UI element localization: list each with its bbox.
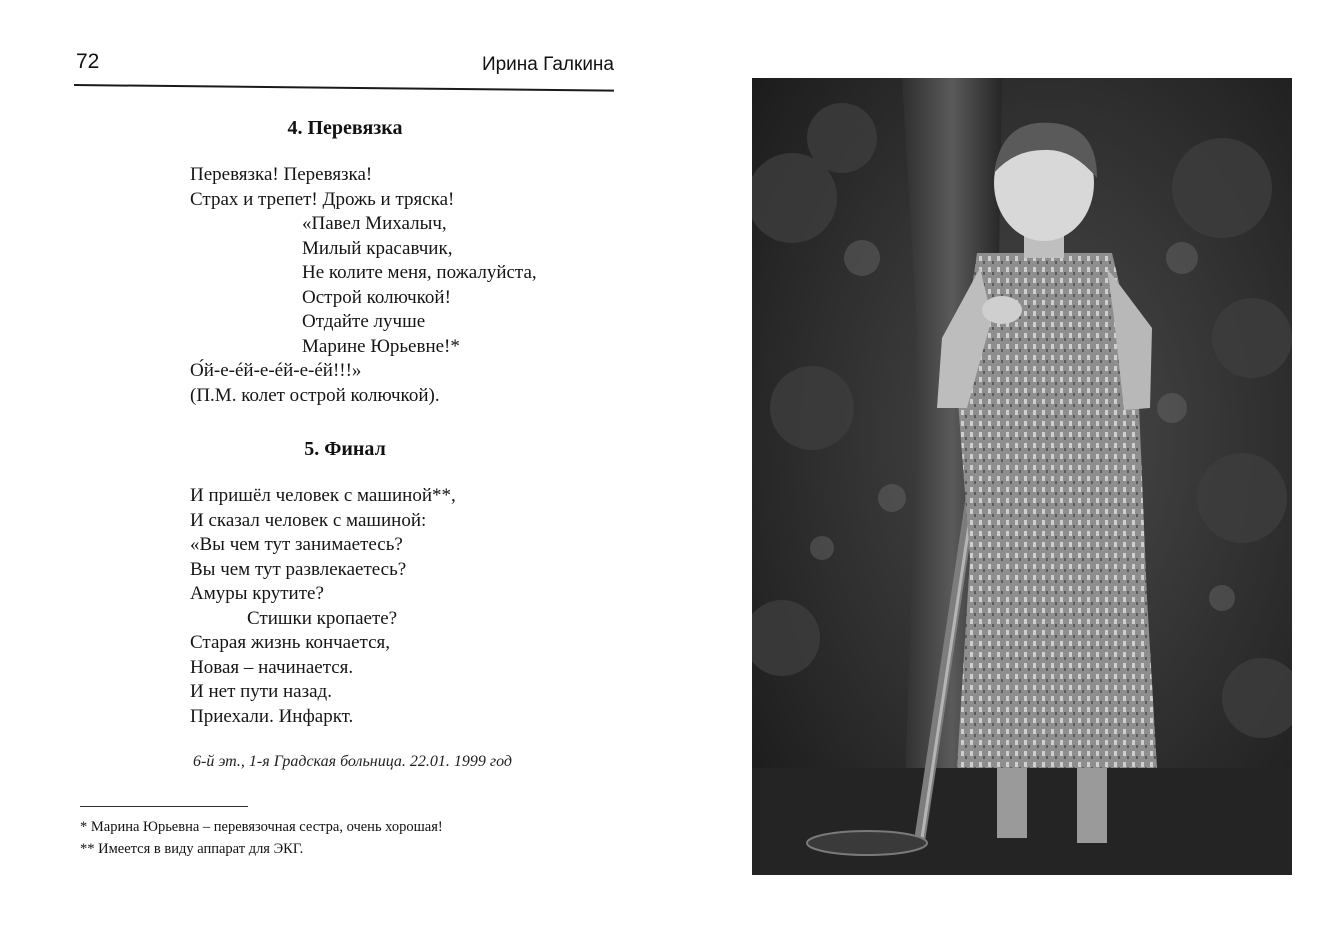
header-rule xyxy=(74,84,614,92)
section-title-final: 5. Финал xyxy=(304,438,386,460)
poem-peravyazka xyxy=(190,163,537,408)
section-title-peravyazka: 4. Перевязка xyxy=(287,117,403,139)
poem-line: И сказал человек с машиной: xyxy=(190,509,427,531)
poem-line: О́й-е-éй-е-éй-е-éй!!!» xyxy=(190,360,362,381)
poem-line: Милый красавчик, xyxy=(302,237,453,259)
poem-line: Отдайте лучше xyxy=(302,311,426,332)
photo-woman-with-rake xyxy=(752,78,1292,875)
poem-line: И нет пути назад. xyxy=(190,681,332,702)
poem-line: Амуры крутите? xyxy=(190,583,324,604)
poem-line: Марине Юрьевне!* xyxy=(302,335,460,357)
running-header-author: Ирина Галкина xyxy=(481,54,614,75)
poem-line: Вы чем тут развлекаетесь? xyxy=(190,558,407,580)
poem-line: «Павел Михалыч, xyxy=(302,213,447,234)
dateline: 6-й эт., 1-я Градская больница. 22.01. 1999 год xyxy=(193,753,513,770)
poem-final xyxy=(190,484,456,729)
poem-line: Старая жизнь кончается, xyxy=(190,632,391,653)
footnote-1: * Марина Юрьевна – перевязочная сестра, очень хорошая! xyxy=(80,819,443,835)
footnotes xyxy=(80,816,443,860)
poem-line: Перевязка! Перевязка! xyxy=(190,164,373,185)
page-number: 72 xyxy=(76,50,100,73)
footnote-2: ** Имеется в виду аппарат для ЭКГ. xyxy=(80,841,304,857)
poem-line: Приехали. Инфаркт. xyxy=(190,705,354,727)
photo-illustration xyxy=(752,78,1292,875)
poem-line: Новая – начинается. xyxy=(190,656,354,678)
poem-line: «Вы чем тут занимаетесь? xyxy=(190,534,403,555)
poem-line: Острой колючкой! xyxy=(302,286,451,308)
poem-line: Страх и трепет! Дрожь и тряска! xyxy=(190,188,455,210)
poem-line: И пришёл человек с машиной**, xyxy=(190,485,456,506)
poem-line: Не колите меня, пожалуйста, xyxy=(302,262,537,283)
footnote-rule xyxy=(80,806,248,807)
poem-line: (П.М. колет острой колючкой). xyxy=(190,384,440,406)
poem-line: Стишки кропаете? xyxy=(247,607,398,629)
